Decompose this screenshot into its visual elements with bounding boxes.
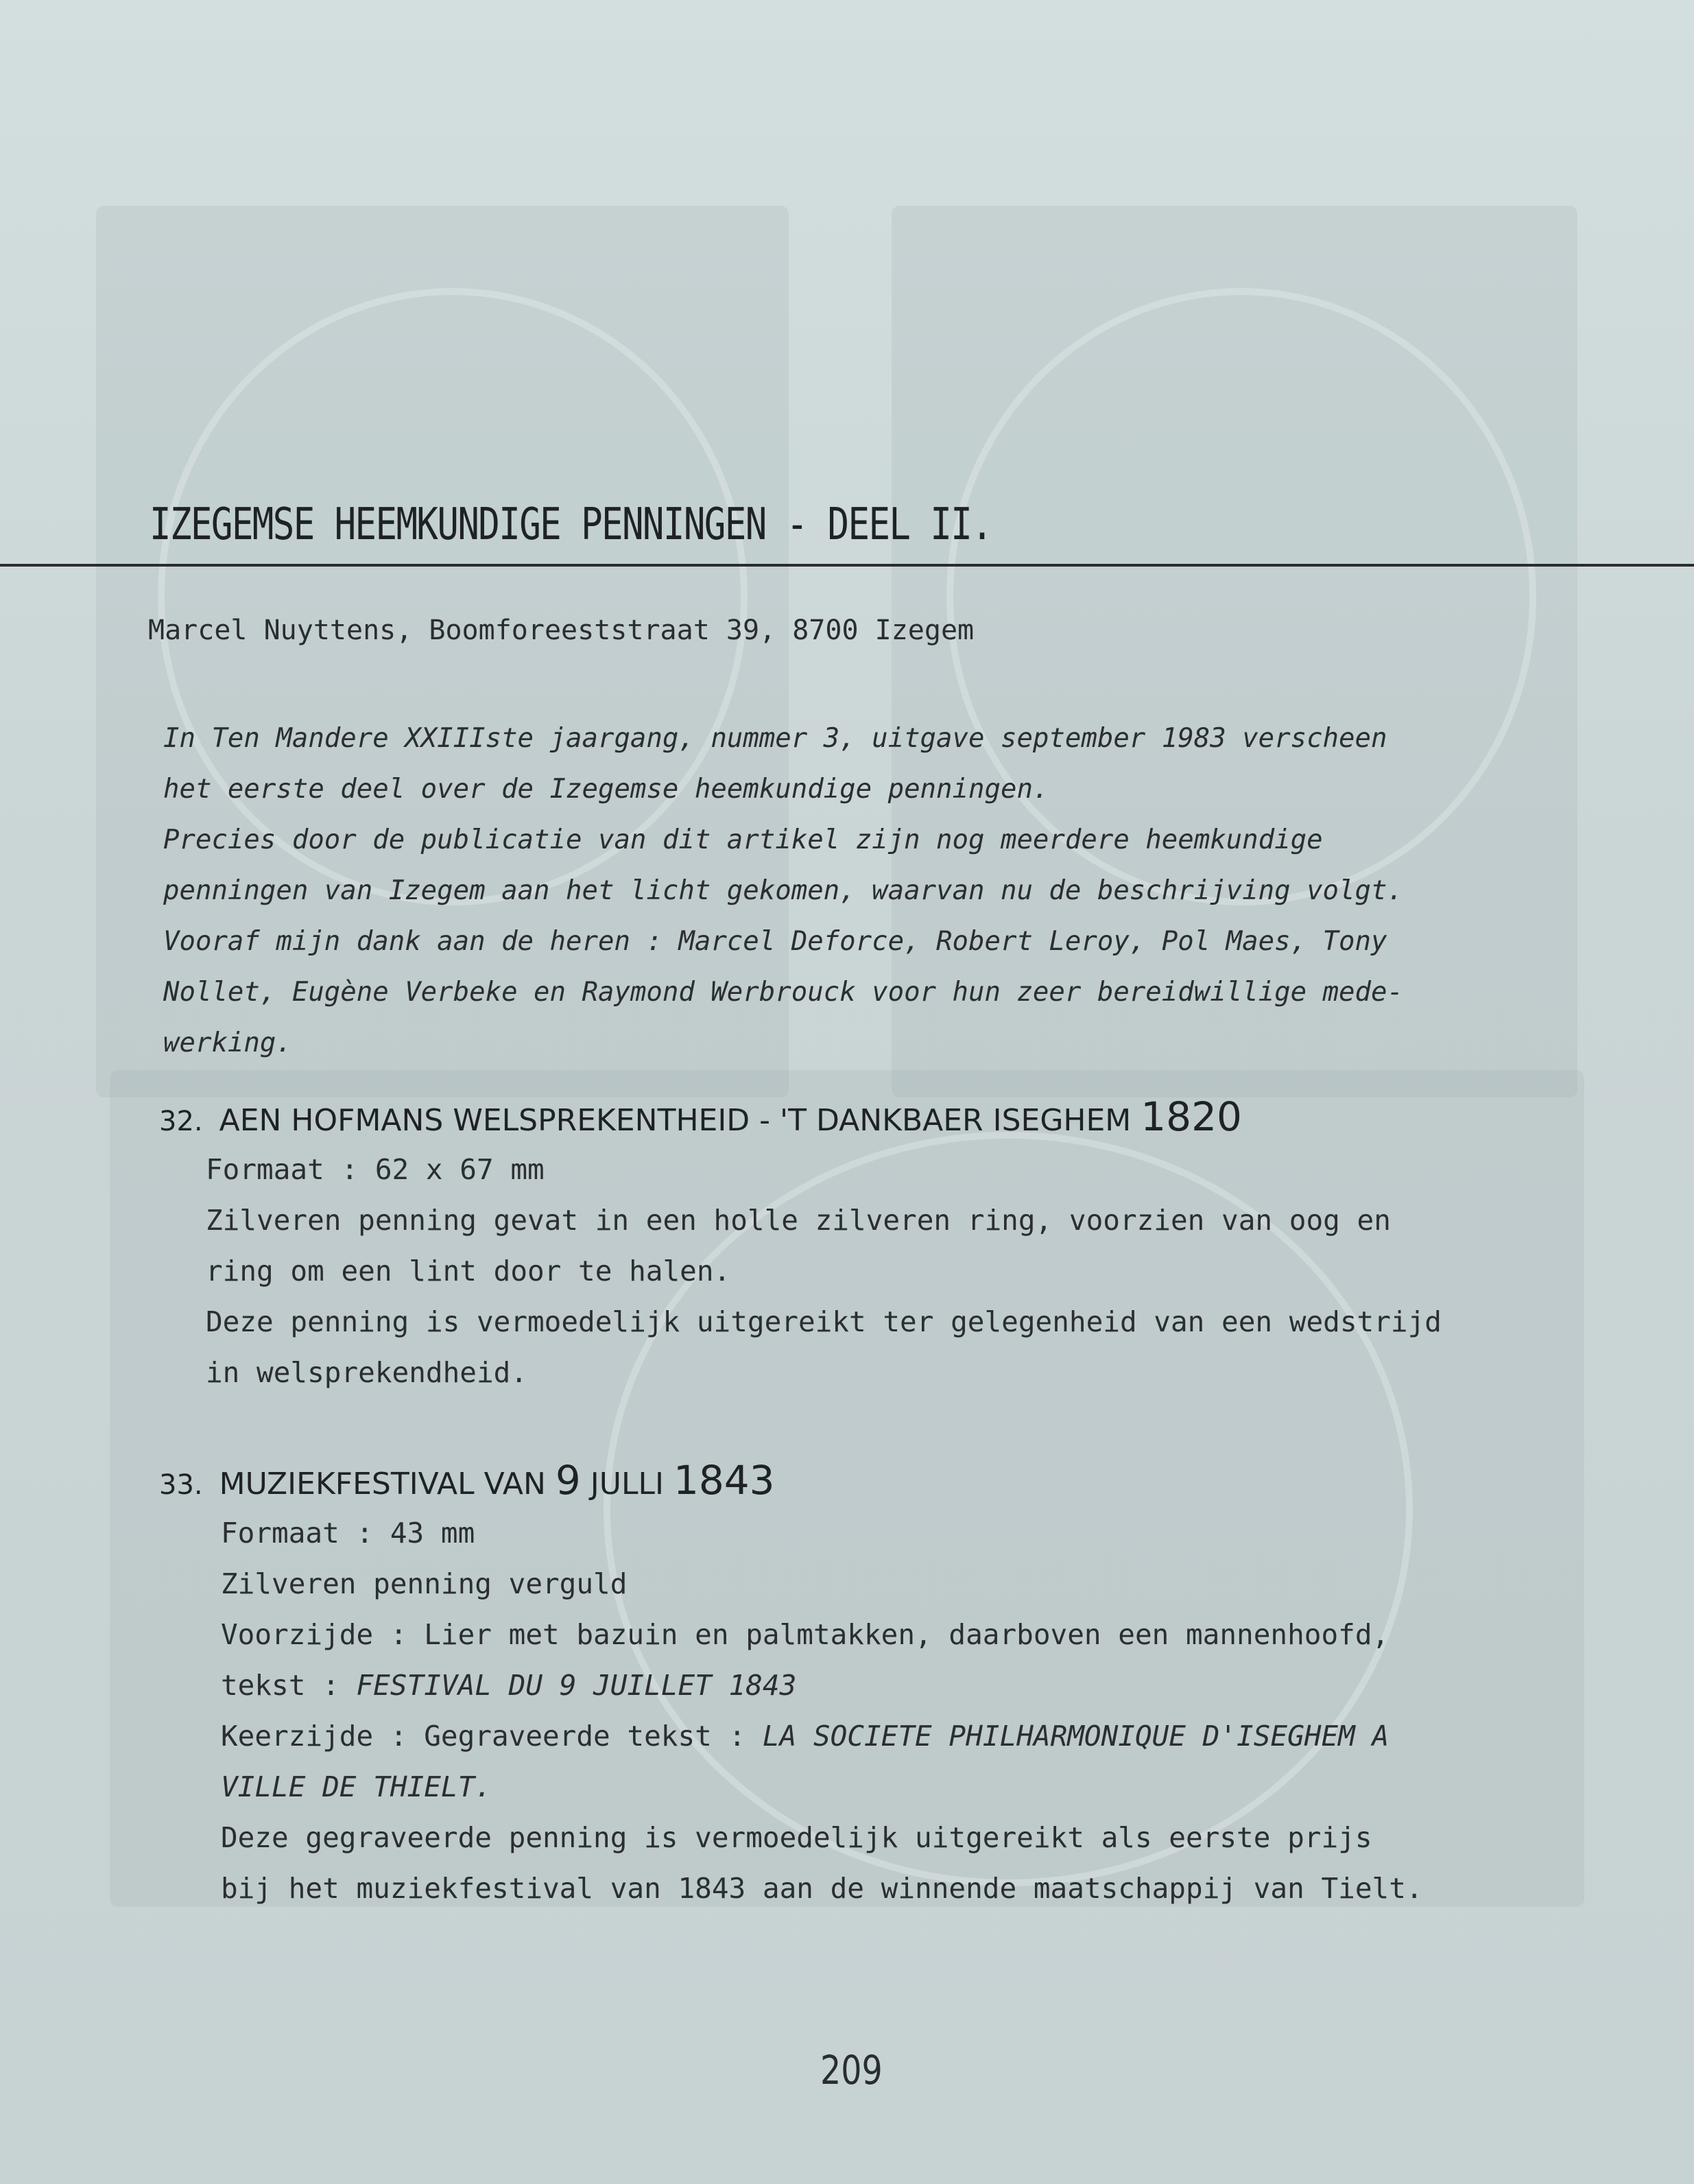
item-32-format: Formaat : 62 x 67 mm — [206, 1153, 545, 1186]
item-33-closing-line: Deze gegraveerde penning is vermoedelijk uitgereikt als eerste prijs — [221, 1821, 1372, 1854]
item-32-line: Zilveren penning gevat in een holle zilveren ring, voorzien van oog en — [206, 1204, 1391, 1237]
intro-line: penningen van Izegem aan het licht gekomen, waarvan nu de beschrijving volgt. — [163, 875, 1403, 906]
item-32-line: Deze penning is vermoedelijk uitgereikt ter gelegenheid van een wedstrijd — [206, 1305, 1442, 1338]
item-32-heading-text: AEN HOFMANS WELSPREKENTHEID - 'T DANKBAER ISEGHEM — [219, 1103, 1132, 1138]
item-33-heading-day: 9 — [555, 1457, 581, 1504]
page-number: 209 — [820, 2047, 883, 2093]
item-33-heading-text: MUZIEKFESTIVAL VAN — [219, 1467, 546, 1502]
intro-line: In Ten Mandere XXIIIste jaargang, nummer 3, uitgave september 1983 verscheen — [163, 723, 1387, 754]
item-33-obverse-text-line — [221, 1660, 1423, 1711]
item-33-reverse-inscription-cont: VILLE DE THIELT. — [221, 1770, 492, 1803]
author-line: Marcel Nuyttens, Boomforeeststraat 39, 8700 Izegem — [148, 615, 975, 646]
item-32-line: in welsprekendheid. — [206, 1356, 527, 1389]
item-33-heading-month: JULLI — [590, 1467, 664, 1502]
intro-line: Nollet, Eugène Verbeke en Raymond Werbrouck voor hun zeer bereidwillige mede- — [163, 977, 1403, 1008]
item-33-obverse-inscription: FESTIVAL DU 9 JUILLET 1843 — [356, 1669, 797, 1702]
item-33-closing-line: bij het muziekfestival van 1843 aan de winnende maatschappij van Tielt. — [221, 1872, 1423, 1905]
article-title: IZEGEMSE HEEMKUNDIGE PENNINGEN - DEEL II. — [150, 499, 992, 550]
item-32-heading — [159, 1093, 1242, 1140]
item-32-heading-year: 1820 — [1141, 1093, 1242, 1140]
item-33-format: Formaat : 43 mm — [221, 1517, 475, 1550]
item-33-reverse-prefix: Keerzijde : Gegraveerde tekst : — [221, 1720, 763, 1753]
intro-line: werking. — [163, 1028, 292, 1058]
item-33-heading-year: 1843 — [673, 1457, 775, 1504]
item-33-material: Zilveren penning verguld — [221, 1567, 628, 1600]
intro-line: Vooraf mijn dank aan de heren : Marcel Deforce, Robert Leroy, Pol Maes, Tony — [163, 926, 1387, 957]
intro-paragraph — [163, 713, 1542, 1069]
item-33-body — [221, 1508, 1423, 1914]
item-33-heading — [159, 1457, 775, 1504]
intro-line: het eerste deel over de Izegemse heemkundige penningen. — [163, 774, 1049, 805]
intro-line: Precies door de publicatie van dit artikel zijn nog meerdere heemkundige — [163, 824, 1323, 855]
item-33-reverse-inscription: LA SOCIETE PHILHARMONIQUE D'ISEGHEM A — [762, 1720, 1389, 1753]
item-32-line: ring om een lint door te halen. — [206, 1255, 731, 1287]
item-33-reverse-line — [221, 1711, 1423, 1761]
title-divider — [0, 564, 1694, 567]
item-33-obverse-line: Voorzijde : Lier met bazuin en palmtakken, daarboven een mannenhoofd, — [221, 1618, 1389, 1651]
item-32-body — [206, 1144, 1442, 1398]
item-32-number: 32. — [159, 1106, 203, 1137]
item-33-number: 33. — [159, 1469, 203, 1501]
item-33-obverse-prefix: tekst : — [221, 1669, 357, 1702]
